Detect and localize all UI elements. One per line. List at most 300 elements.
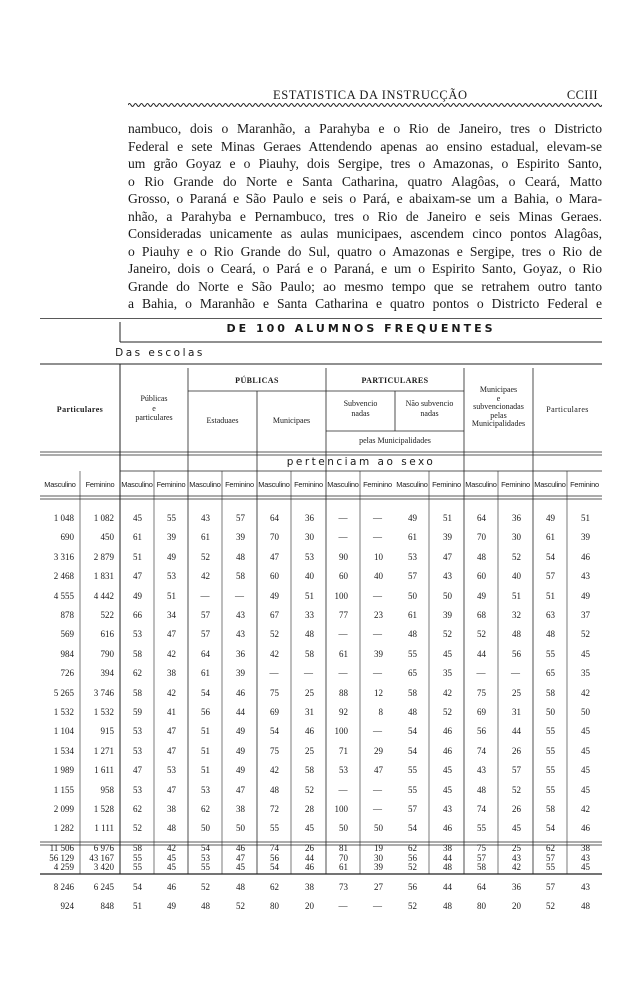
table-cell: — (373, 629, 382, 640)
table-cell: 48 (408, 707, 417, 717)
table-cell: 43 (236, 629, 245, 640)
table-cell: 42 (512, 862, 521, 873)
table-cell: 69 (477, 707, 486, 717)
table-cell: 54 (201, 842, 210, 853)
table-cell: 46 (581, 823, 590, 834)
total-cell: 57 (477, 853, 486, 863)
table-cell: 72 (270, 804, 279, 814)
table-cell: 45 (581, 765, 590, 776)
table-cell: 45 (305, 823, 314, 834)
table-cell: 48 (167, 823, 176, 834)
table-cell: 61 (201, 668, 210, 679)
table-cell: 53 (339, 765, 348, 776)
table-cell: 50 (443, 590, 452, 601)
masculino-header: Masculino (534, 480, 566, 489)
total-cell: 47 (236, 853, 245, 863)
table-cell: 36 (512, 881, 521, 892)
table-cell: 53 (133, 726, 142, 737)
total-cell: 43 167 (89, 853, 114, 863)
table-cell: — (373, 513, 382, 523)
table-cell: — (269, 668, 279, 679)
statistics-table (40, 318, 602, 911)
table-cell: — (304, 668, 313, 679)
table-cell: 50 (546, 707, 555, 717)
table-cell: 55 (408, 765, 417, 776)
table-cell: 20 (305, 901, 314, 911)
table-cell: 39 (581, 532, 590, 543)
running-header (128, 86, 602, 108)
table-cell: 26 (305, 842, 314, 853)
table-cell: 51 (512, 590, 521, 601)
table-cell: 1 611 (94, 765, 114, 776)
table-cell: 6 976 (93, 842, 114, 853)
total-cell: 43 (581, 853, 590, 863)
table-cell: 43 (581, 571, 590, 582)
table-cell: 75 (477, 842, 486, 853)
table-cell: — (338, 784, 348, 795)
table-cell: 1 534 (53, 745, 74, 756)
table-cell: 61 (546, 532, 555, 543)
total-cell: 55 (133, 853, 142, 863)
table-cell: 915 (100, 726, 114, 737)
table-cell: 45 (581, 784, 590, 795)
table-cell: 52 (443, 707, 452, 717)
table-cell: 81 (339, 842, 348, 853)
table-cell: 55 (546, 745, 555, 756)
table-cell: 52 (546, 901, 555, 911)
table-cell: 92 (339, 707, 348, 717)
table-cell: 52 (236, 901, 245, 911)
feminino-header: Feminino (363, 480, 392, 489)
masculino-header: Masculino (465, 480, 497, 489)
table-cell: 90 (339, 551, 348, 562)
table-cell: 55 (546, 726, 555, 737)
table-cell: 48 (236, 551, 245, 562)
table-cell: 56 (512, 648, 521, 659)
header-nao-subvencionadas: Não subvencio nadas (405, 399, 454, 418)
table-cell: 42 (167, 687, 176, 698)
text-line: a Bahia, o Maranhão e Santa Catharina e quatro pontos o Districto Federal e (128, 296, 602, 311)
table-cell: 54 (546, 551, 555, 562)
table-cell: 47 (133, 571, 142, 582)
table-cell: 52 (408, 862, 417, 873)
table-cell: 49 (236, 745, 245, 756)
table-cell: 36 (236, 648, 245, 659)
feminino-header: Feminino (501, 480, 530, 489)
table-cell: 30 (512, 532, 521, 543)
table-cell: — (373, 532, 382, 543)
table-cell: 55 (408, 648, 417, 659)
table-cell: 54 (408, 745, 417, 756)
table-cell: 54 (408, 726, 417, 737)
table-cell: 45 (512, 823, 521, 834)
table-cell: 51 (201, 726, 210, 737)
total-cell: 56 (270, 853, 279, 863)
table-cell: 57 (201, 610, 210, 620)
table-cell: — (338, 532, 348, 543)
table-cell: 44 (443, 881, 452, 892)
table-cell: 48 (305, 629, 314, 640)
table-cell: 49 (581, 590, 590, 601)
table-cell: 1 271 (93, 745, 114, 756)
table-cell: — (235, 590, 244, 601)
table-cell: 48 (270, 784, 279, 795)
table-cell: 37 (581, 610, 590, 620)
table-cell: 65 (408, 668, 417, 679)
table-cell: 38 (236, 804, 245, 814)
table-cell: 43 (443, 804, 452, 814)
header-particulares-left: Particulares (56, 405, 104, 414)
table-cell: 47 (167, 726, 176, 737)
masculino-header: Masculino (121, 480, 153, 489)
table-cell: 10 (374, 551, 383, 562)
table-cell: 42 (581, 687, 590, 698)
table-cell: 57 (236, 513, 245, 523)
table-cell: 74 (477, 804, 486, 814)
table-cell: 56 (477, 726, 486, 737)
table-cell: 58 (133, 842, 142, 853)
table-cell: 50 (581, 707, 590, 717)
table-cell: 55 (546, 648, 555, 659)
table-cell: 75 (270, 687, 279, 698)
table-cell: 52 (201, 551, 210, 562)
header-estaduaes: Estaduaes (206, 416, 239, 425)
text-line: nambuco, dois o Maranhão, a Parahyba e o Rio de Janeiro, tres o Districto (128, 121, 602, 136)
table-cell: 43 (236, 610, 245, 620)
table-cell: 54 (270, 862, 279, 873)
table-cell: 42 (270, 648, 279, 659)
table-cell: 54 (201, 687, 210, 698)
table-cell: 46 (443, 726, 452, 737)
table-cell: 50 (236, 823, 245, 834)
table-cell: 45 (581, 726, 590, 737)
table-cell: 51 (201, 765, 210, 776)
table-cell: 46 (443, 745, 452, 756)
header-particulares-right: Particulares (546, 405, 589, 414)
table-cell: 39 (443, 532, 452, 543)
table-cell: 100 (334, 590, 348, 601)
table-cell: 65 (546, 668, 555, 679)
table-cell: 34 (167, 610, 176, 620)
header-particulares-group: PARTICULARES (361, 376, 429, 385)
table-cell: — (373, 784, 382, 795)
total-cell: 45 (167, 853, 176, 863)
table-cell: 88 (339, 687, 348, 698)
table-cell: 39 (374, 862, 383, 873)
table-cell: 690 (60, 532, 74, 543)
table-cell: 48 (201, 901, 210, 911)
table-cell: — (373, 590, 382, 601)
table-cell: 49 (270, 590, 279, 601)
table-cell: 1 111 (94, 823, 114, 834)
table-cell: 58 (546, 804, 555, 814)
table-cell: 55 (270, 823, 279, 834)
table-cell: 53 (133, 745, 142, 756)
table-cell: 522 (100, 610, 114, 620)
table-cell: 53 (167, 765, 176, 776)
text-line: nhão, a Parahyba e Pernambuco, tres o Rio de Janeiro e seis Minas Geraes. (128, 208, 602, 224)
table-cell: 50 (201, 823, 210, 834)
table-cell: 726 (60, 668, 74, 679)
table-cell: 74 (477, 745, 486, 756)
table-cell: 49 (546, 513, 555, 523)
table-cell: 60 (477, 571, 486, 582)
text-line: o Rio Grande do Norte e Santa Catharina, quatro Alagôas, o Ceará, Matto (128, 173, 602, 189)
table-cell: 53 (201, 784, 210, 795)
table-cell: 46 (305, 862, 314, 873)
table-cell: 75 (477, 687, 486, 698)
table-cell: 28 (305, 804, 314, 814)
table-cell: 50 (408, 590, 417, 601)
table-cell: 47 (167, 784, 176, 795)
table-title: DE 100 ALUMNOS FREQUENTES (226, 322, 496, 335)
table-cell: 32 (512, 610, 521, 620)
masculino-header: Masculino (258, 480, 290, 489)
feminino-header: Feminino (432, 480, 461, 489)
table-cell: 58 (305, 765, 314, 776)
total-cell: 53 (201, 853, 210, 863)
text-line: o Piauhy e o Rio Grande do Sul, quatro o Amazonas e Sergipe, tres o Rio de (128, 243, 602, 259)
table-cell: 54 (408, 823, 417, 834)
table-cell: 55 (167, 513, 176, 523)
table-cell: 44 (477, 648, 486, 659)
wavy-rule (128, 101, 602, 109)
table-subtitle: Das escolas (115, 347, 205, 359)
table-cell: 31 (512, 707, 521, 717)
table-cell: 47 (133, 765, 142, 776)
table-cell: 11 506 (49, 842, 74, 853)
table-cell: 42 (201, 571, 210, 582)
table-cell: 1 831 (93, 571, 114, 582)
table-cell: 44 (236, 707, 245, 717)
table-cell: 52 (270, 629, 279, 640)
total-cell: 30 (374, 853, 383, 863)
table-cell: 69 (270, 707, 279, 717)
table-cell: 51 (201, 745, 210, 756)
sex-band-label: pertenciam ao sexo (286, 456, 436, 468)
table-cell: 80 (477, 901, 486, 911)
table-cell: 25 (305, 745, 314, 756)
table-cell: — (338, 629, 348, 640)
table-cell: 33 (305, 610, 314, 620)
page-number: CCIII (566, 88, 598, 102)
table-cell: 70 (270, 532, 279, 543)
table-cell: 25 (512, 842, 521, 853)
table-cell: 61 (408, 532, 417, 543)
table-cell: 51 (443, 513, 452, 523)
total-cell: 56 (408, 853, 417, 863)
table-cell: 64 (477, 513, 486, 523)
table-cell: 54 (270, 726, 279, 737)
table-cell: 46 (443, 823, 452, 834)
table-cell: 41 (167, 707, 176, 717)
table-cell: 36 (305, 513, 314, 523)
table-cell: 30 (305, 532, 314, 543)
feminino-header: Feminino (294, 480, 323, 489)
table-cell: 2 468 (53, 571, 74, 582)
total-cell: 44 (443, 853, 452, 863)
table-cell: 52 (477, 629, 486, 640)
table-cell: 39 (236, 532, 245, 543)
table-cell: 48 (443, 862, 452, 873)
masculino-header: Masculino (189, 480, 221, 489)
table-cell: 49 (167, 551, 176, 562)
table-cell: 26 (512, 804, 521, 814)
table-cell: 958 (100, 784, 114, 795)
table-cell: 38 (305, 881, 314, 892)
table-cell: 73 (339, 881, 348, 892)
table-cell: 48 (581, 901, 590, 911)
table-cell: 57 (408, 804, 417, 814)
table-cell: 51 (305, 590, 314, 601)
table-cell: 1 528 (93, 804, 114, 814)
table-cell: 42 (581, 804, 590, 814)
table-cell: 58 (408, 687, 417, 698)
table-cell: 1 282 (53, 823, 74, 834)
table-cell: 924 (60, 901, 74, 911)
feminino-header: Feminino (225, 480, 254, 489)
table-cell: 45 (167, 862, 176, 873)
table-cell: 53 (133, 784, 142, 795)
table-cell: 60 (339, 571, 348, 582)
table-cell: 23 (374, 610, 383, 620)
table-cell: 25 (512, 687, 521, 698)
table-cell: 45 (581, 745, 590, 756)
table-cell: — (511, 668, 520, 679)
table-cell: 47 (167, 629, 176, 640)
table-cell: 878 (60, 610, 74, 620)
table-cell: 57 (546, 881, 555, 892)
total-cell: 56 129 (49, 853, 74, 863)
text-line: Janeiro, dois o Ceará, o Pará e o Paraná, e um o Espirito Santo, Goyaz, o Rio (128, 261, 602, 276)
header-publicas: PÚBLICAS (235, 376, 279, 385)
table-cell: 52 (133, 823, 142, 834)
table-cell: 59 (133, 707, 142, 717)
table-cell: 58 (133, 687, 142, 698)
table-cell: 3 316 (53, 551, 74, 562)
table-cell: 68 (477, 610, 486, 620)
table-cell: 62 (133, 668, 142, 679)
table-cell: 61 (201, 532, 210, 543)
table-cell: 2 099 (53, 804, 74, 814)
total-cell: 57 (546, 853, 555, 863)
table-cell: 8 (378, 707, 383, 717)
table-cell: 42 (270, 765, 279, 776)
table-cell: 45 (443, 765, 452, 776)
table-cell: 12 (374, 687, 383, 698)
table-cell: 52 (305, 784, 314, 795)
table-cell: 48 (443, 901, 452, 911)
table-cell: 394 (100, 668, 114, 679)
table-cell: 45 (236, 862, 245, 873)
table-cell: 57 (546, 571, 555, 582)
text-line: Grande do Norte e São Paulo; ao mesmo tempo que se retrahem outro tanto (128, 278, 602, 294)
table-cell: — (338, 668, 348, 679)
header-municipaes-subvencionadas: Municipaes e subvencionadas pelas Municipalidades (471, 385, 526, 429)
table-cell: 80 (270, 901, 279, 911)
table-cell: 48 (408, 629, 417, 640)
body-paragraph (128, 120, 602, 313)
table-cell: 25 (305, 687, 314, 698)
table-cell: 58 (477, 862, 486, 873)
table-cell: 64 (270, 513, 279, 523)
table-cell: 52 (408, 901, 417, 911)
table-cell: 51 (133, 901, 142, 911)
table-cell: 74 (270, 842, 279, 853)
table-cell: 38 (443, 842, 452, 853)
text-line: um grão Goyaz e o Piauhy, dois Sergipe, tres o Amazonas, o Espirito Santo, (128, 156, 602, 171)
table-cell: 43 (477, 765, 486, 776)
table-cell: 57 (201, 629, 210, 640)
table-cell: 51 (581, 513, 590, 523)
table-cell: 38 (167, 668, 176, 679)
table-cell: 4 442 (93, 590, 114, 601)
text-line: Grosso, o Paraná e São Paulo e seis o Pará, e abaixam-se um a Bahia, o Mara- (128, 191, 602, 206)
table-cell: 49 (167, 901, 176, 911)
table-cell: 58 (546, 687, 555, 698)
table-cell: 52 (581, 629, 590, 640)
table-cell: 49 (236, 765, 245, 776)
table-cell: 55 (477, 823, 486, 834)
table-cell: 75 (270, 745, 279, 756)
table-cell: 8 246 (53, 881, 74, 892)
feminino-header: Feminino (156, 480, 186, 489)
table-cell: 3 746 (93, 687, 114, 698)
table-cell: 61 (408, 610, 417, 620)
text-line: Consideradas unicamente as aulas municipaes, ascendem cinco pontos Alagôas, (128, 226, 602, 241)
table-cell: 47 (167, 745, 176, 756)
table-cell: 1 989 (53, 765, 74, 776)
table-cell: 45 (133, 513, 142, 523)
table-cell: 62 (408, 842, 417, 853)
table-cell: 55 (408, 784, 417, 795)
header-municipaes: Municipaes (272, 416, 311, 425)
table-cell: 45 (443, 784, 452, 795)
table-cell: 42 (167, 648, 176, 659)
table-cell: 2 879 (93, 551, 114, 562)
text-line: Federal e sete Minas Geraes Attendendo apenas ao ensino estadual, elevam-se (128, 138, 602, 154)
table-cell: 53 (167, 571, 176, 582)
table-cell: 39 (374, 648, 383, 659)
table-cell: 49 (236, 726, 245, 737)
table-cell: 45 (581, 648, 590, 659)
table-cell: 45 (443, 648, 452, 659)
table-cell: 55 (201, 862, 210, 873)
table-cell: 51 (167, 590, 176, 601)
table-cell: 62 (546, 842, 555, 853)
table-cell: 77 (339, 610, 348, 620)
table-cell: 40 (512, 571, 521, 582)
table-cell: 55 (546, 765, 555, 776)
table-cell: 64 (201, 648, 210, 659)
table-cell: 38 (167, 804, 176, 814)
table-cell: 58 (236, 571, 245, 582)
table-cell: 60 (270, 571, 279, 582)
table-cell: 46 (581, 551, 590, 562)
running-title: ESTATISTICA DA INSTRUCÇÃO (273, 88, 468, 102)
table-cell: 4 555 (53, 590, 74, 601)
table-cell: 26 (512, 745, 521, 756)
table-cell: 848 (100, 901, 114, 911)
table-cell: 52 (443, 629, 452, 640)
masculino-header: Masculino (44, 480, 76, 489)
table-cell: 29 (374, 745, 383, 756)
table-cell: 1 048 (53, 513, 74, 523)
table-cell: 47 (374, 765, 383, 776)
table-cell: 64 (477, 881, 486, 892)
table-cell: 61 (339, 648, 348, 659)
table-cell: 54 (133, 881, 142, 892)
